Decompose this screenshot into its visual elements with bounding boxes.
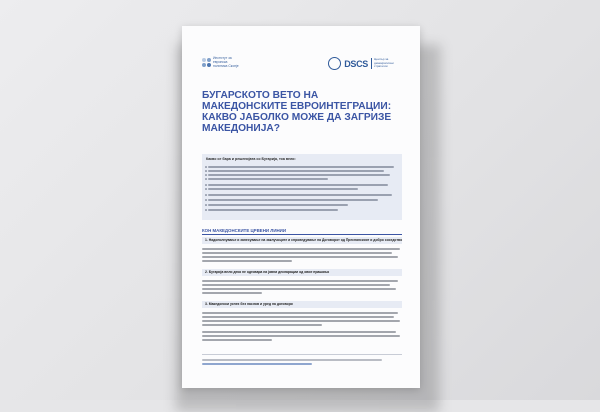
question-text: 1. Надополнување и занесување на заклучоците и спроведување на Договорот од Преспанскиот и добро соседство [205,238,403,243]
text-line [202,324,322,326]
document-page [182,26,420,388]
summary-line [208,184,388,186]
institute-logo-text: Институт за европска политика Скопје [213,56,239,68]
text-line [202,252,392,254]
text-line [202,280,398,282]
summary-line [208,209,338,211]
summary-line [208,178,328,180]
text-line [202,335,400,337]
summary-box-heading: Какво се бара и решенијата со Бугарија, тоа вели: [206,157,296,161]
text-line [202,284,390,286]
section-heading: КОН МАКЕДОНСКИТЕ ЦРВЕНИ ЛИНИИ [202,228,402,235]
text-line [202,316,394,318]
footer-link[interactable] [202,363,312,365]
summary-line [208,170,384,172]
dscs-logo [328,57,402,70]
text-line [202,312,398,314]
dscs-circle-icon [328,57,341,70]
dots-logo-icon [202,58,211,67]
summary-line [208,188,358,190]
dscs-logo-subtitle: Център за демократични стратегии [371,58,402,69]
summary-line [208,199,378,201]
question-text: 3. Македонски успех без наслов и уред на договори [205,302,293,307]
institute-logo [202,56,239,68]
text-line [202,288,396,290]
summary-line [208,194,392,196]
document-title: БУГАРСКОТО ВЕТО НА МАКЕДОНСКИТЕ ЕВРОИНТЕГРАЦИИ: КАКВО ЈАБОЛКО МОЖЕ ДА ЗАГРИЗЕ МАКЕДОНИЈА? [202,90,392,134]
text-line [202,248,400,250]
summary-line [208,174,390,176]
summary-box [202,154,402,220]
footer-divider [202,354,402,355]
summary-line [208,204,348,206]
text-line [202,260,292,262]
text-line [202,331,396,333]
summary-line [208,166,394,168]
text-line [202,256,398,258]
question-bar [202,269,402,276]
footer-line [202,359,382,361]
text-line [202,292,262,294]
dscs-logo-word: DSCS [344,58,368,69]
question-bar [202,301,402,308]
question-text: 2. Бугарија вели дека не одговара на јавни декларации од овие прашања [205,270,329,275]
question-bar [202,237,402,244]
text-line [202,339,272,341]
text-line [202,320,400,322]
